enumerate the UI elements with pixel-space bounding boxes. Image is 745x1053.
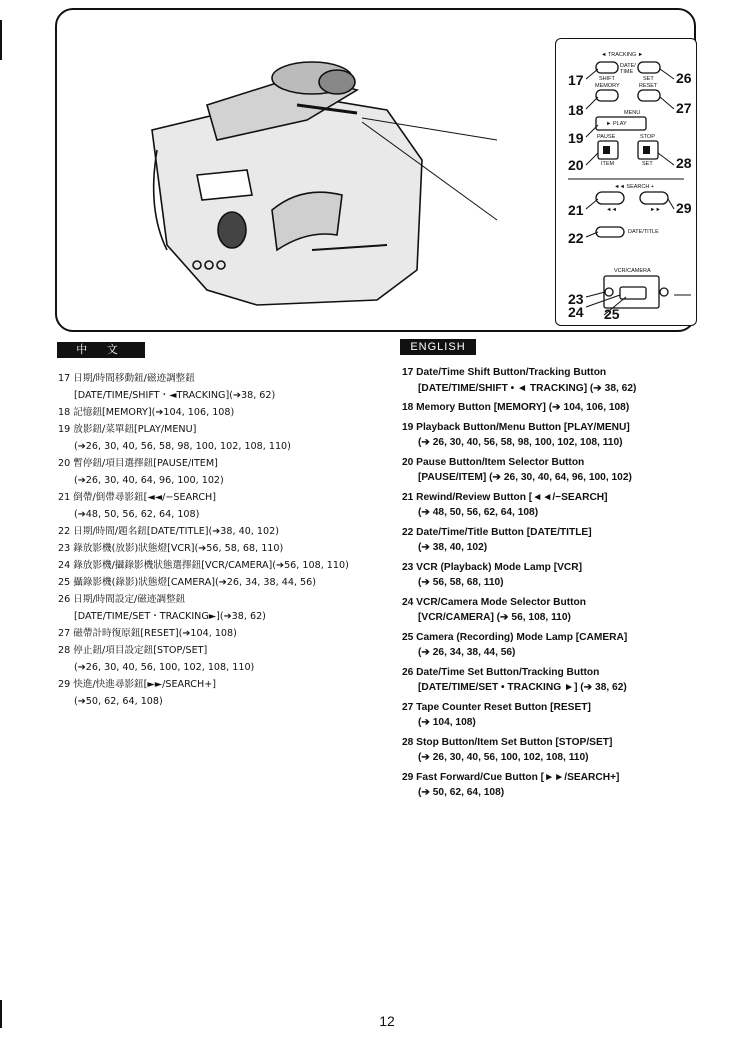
- control-panel-detail: [555, 38, 697, 326]
- zh-item-28: 28 停止鈕/項目設定鈕[STOP/SET] (➔26, 30, 40, 56, 100, 102, 108, 110): [58, 645, 255, 673]
- date-time-label: DATE/ TIME: [620, 63, 636, 75]
- set-label: SET: [643, 76, 654, 82]
- callout-20: 20: [568, 157, 584, 173]
- english-item-list: [402, 365, 702, 805]
- stop-label: STOP: [640, 134, 655, 140]
- zh-item-27: 27 磁帶計時復原鈕[RESET](➔104, 108): [58, 628, 237, 639]
- callout-17: 17: [568, 72, 584, 88]
- pause-label: PAUSE: [597, 134, 616, 140]
- vcr-camera-label: VCR/CAMERA: [614, 268, 651, 274]
- callout-19: 19: [568, 130, 584, 146]
- callout-25: 25: [604, 306, 620, 322]
- set2-label: SET: [642, 161, 653, 167]
- search-label: ◄◄ SEARCH +: [614, 184, 655, 190]
- en-item-18: 18 Memory Button [MEMORY] (➔ 104, 106, 108): [402, 402, 630, 413]
- tracking-label: ◄ TRACKING ►: [601, 52, 644, 58]
- en-item-20: 20 Pause Button/Item Selector Button [PAUSE/ITEM] (➔ 26, 30, 40, 64, 96, 100, 102): [402, 456, 632, 483]
- zh-item-21: 21 倒帶/倒帶尋影鈕[◄◄/−SEARCH] (➔48, 50, 56, 62, 64, 108): [58, 492, 216, 520]
- en-item-21: 21 Rewind/Review Button [◄◄/−SEARCH] (➔ 48, 50, 56, 62, 64, 108): [402, 491, 608, 518]
- en-item-25: 25 Camera (Recording) Mode Lamp [CAMERA] (➔ 26, 34, 38, 44, 56): [402, 631, 628, 658]
- en-item-26: 26 Date/Time Set Button/Tracking Button [DATE/TIME/SET • TRACKING ►] (➔ 38, 62): [402, 666, 627, 693]
- memory-label: MEMORY: [595, 83, 620, 89]
- zh-item-22: 22 日期/時間/題名鈕[DATE/TITLE](➔38, 40, 102): [58, 526, 279, 537]
- zh-item-17: 17 日期/時間移動鈕/磁迹調整鈕 [DATE/TIME/SHIFT・◄TRACKING](➔38, 62): [58, 373, 276, 401]
- zh-item-19: 19 放影鈕/菜單鈕[PLAY/MENU] (➔26, 30, 40, 56, 58, 98, 100, 102, 108, 110): [58, 424, 291, 452]
- item-label: ITEM: [601, 161, 615, 167]
- rew-label: ◄◄: [606, 207, 617, 213]
- menu-label: MENU: [624, 110, 641, 116]
- en-item-27: 27 Tape Counter Reset Button [RESET] (➔ 104, 108): [402, 701, 591, 728]
- zh-item-29: 29 快進/快進尋影鈕[►►/SEARCH+] (➔50, 62, 64, 108): [58, 679, 216, 707]
- scan-edge-mark-bottom: [0, 1000, 2, 1028]
- zh-item-23: 23 錄放影機(放影)狀態燈[VCR](➔56, 58, 68, 110): [58, 543, 284, 554]
- callout-27: 27: [676, 100, 692, 116]
- zh-item-25: 25 攝錄影機(錄影)狀態燈[CAMERA](➔26, 34, 38, 44, 56): [58, 577, 316, 588]
- english-section-header: ENGLISH: [400, 339, 476, 355]
- en-item-28: 28 Stop Button/Item Set Button [STOP/SET] (➔ 26, 30, 40, 56, 100, 102, 108, 110): [402, 736, 613, 763]
- callout-18: 18: [568, 102, 584, 118]
- zh-item-18: 18 記憶鈕[MEMORY](➔104, 106, 108): [58, 407, 235, 418]
- en-item-19: 19 Playback Button/Menu Button [PLAY/MENU] (➔ 26, 30, 40, 56, 58, 98, 100, 102, 108, 110): [402, 421, 630, 448]
- en-item-24: 24 VCR/Camera Mode Selector Button [VCR/CAMERA] (➔ 56, 108, 110): [402, 596, 586, 623]
- en-item-22: 22 Date/Time/Title Button [DATE/TITLE] (➔ 38, 40, 102): [402, 526, 592, 553]
- callout-23: 23: [568, 291, 584, 307]
- scan-edge-mark-top: [0, 20, 2, 60]
- callout-26: 26: [676, 70, 692, 86]
- page-number: 12: [379, 1013, 395, 1029]
- callout-28: 28: [676, 155, 692, 171]
- camcorder-illustration: [57, 10, 507, 310]
- ff-label: ►►: [650, 207, 661, 213]
- shift-label: SHIFT: [599, 76, 615, 82]
- en-item-17: 17 Date/Time Shift Button/Tracking Button [DATE/TIME/SHIFT • ◄ TRACKING] (➔ 38, 62): [402, 367, 637, 394]
- en-item-29: 29 Fast Forward/Cue Button [►►/SEARCH+] (➔ 50, 62, 64, 108): [402, 771, 620, 798]
- callout-22: 22: [568, 230, 584, 246]
- chinese-item-list: [58, 370, 378, 710]
- play-label: ► PLAY: [606, 121, 627, 127]
- zh-item-26: 26 日期/時間設定/磁迹調整鈕 [DATE/TIME/SET・TRACKING►](➔38, 62): [58, 594, 266, 622]
- zh-item-24: 24 錄放影機/攝錄影機狀態選擇鈕[VCR/CAMERA](➔56, 108, 110): [58, 560, 349, 571]
- chinese-section-header: 中 文: [57, 342, 145, 358]
- reset-label: RESET: [639, 83, 658, 89]
- callout-24: 24: [568, 304, 584, 320]
- callout-21: 21: [568, 202, 584, 218]
- date-title-label: DATE/TITLE: [628, 229, 659, 235]
- en-item-23: 23 VCR (Playback) Mode Lamp [VCR] (➔ 56, 58, 68, 110): [402, 561, 583, 588]
- zh-item-20: 20 暫停鈕/項目選擇鈕[PAUSE/ITEM] (➔26, 30, 40, 64, 96, 100, 102): [58, 458, 224, 486]
- camcorder-figure: [55, 8, 696, 332]
- callout-29: 29: [676, 200, 692, 216]
